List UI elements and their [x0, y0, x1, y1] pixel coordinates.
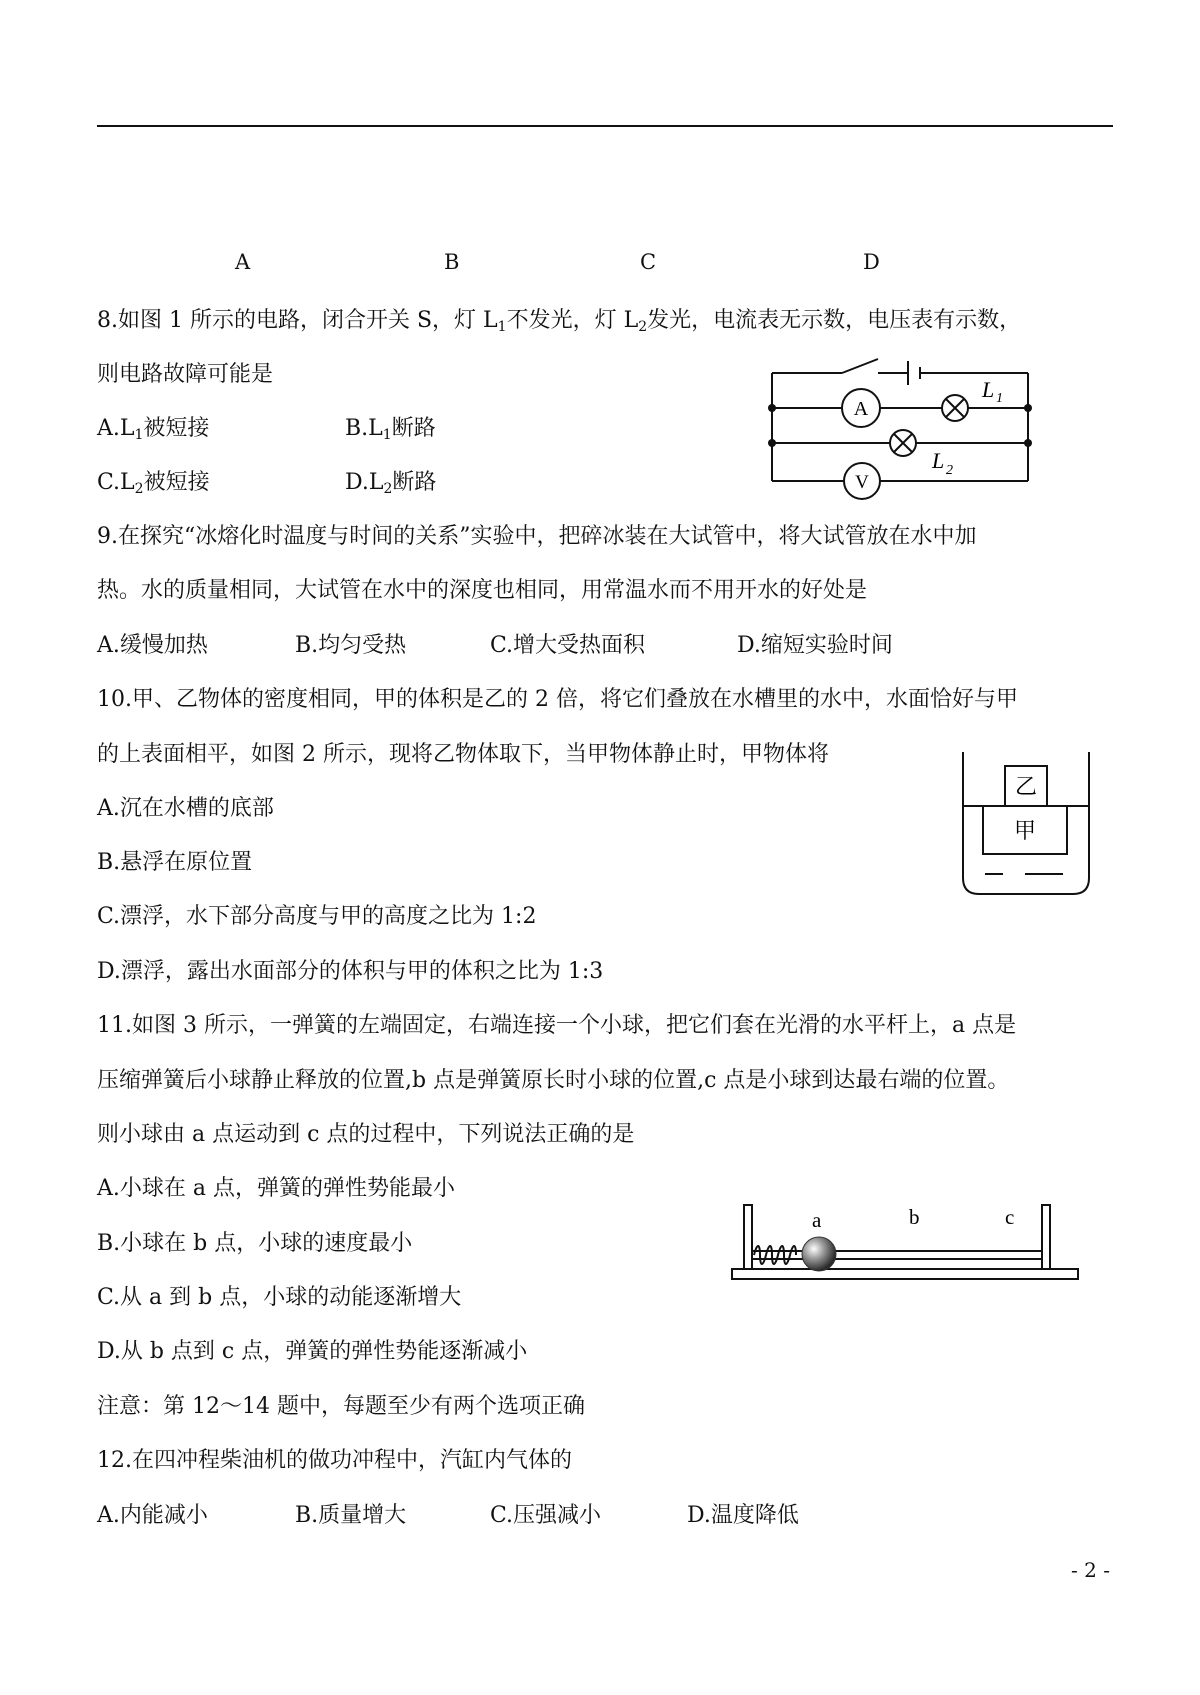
q10-stem-line1: 10.甲、乙物体的密度相同，甲的体积是乙的 2 倍，将它们叠放在水槽里的水中，水面恰好与甲: [97, 687, 1018, 712]
lamp-l1-sub: 1: [996, 391, 1003, 406]
q11-stem-line3: 则小球由 a 点运动到 c 点的过程中，下列说法正确的是: [97, 1122, 635, 1147]
q8-option-c: C.L2被短接: [97, 470, 210, 497]
q11-stem-line2: 压缩弹簧后小球静止释放的位置,b 点是弹簧原长时小球的位置,c 点是小球到达最右端的位置。: [97, 1068, 1010, 1093]
q11-option-b: B.小球在 b 点，小球的速度最小: [97, 1231, 413, 1256]
q11-option-d: D.从 b 点到 c 点，弹簧的弹性势能逐渐减小: [97, 1339, 528, 1364]
multi-answer-note: 注意：第 12～14 题中，每题至少有两个选项正确: [97, 1394, 585, 1419]
q12-option-c: C.压强减小: [490, 1503, 602, 1528]
q8-option-b: B.L1断路: [345, 416, 436, 443]
figure-label-b: B: [444, 250, 460, 274]
base-plate: [732, 1269, 1078, 1279]
right-post: [1042, 1205, 1050, 1269]
point-a-label: a: [812, 1208, 822, 1232]
q9-option-b: B.均匀受热: [295, 633, 407, 658]
circuit-figure: [760, 345, 1040, 500]
q12-option-b: B.质量增大: [295, 1503, 407, 1528]
point-b-label: b: [909, 1205, 920, 1229]
spring-icon: [754, 1246, 796, 1264]
q10-option-c: C.漂浮，水下部分高度与甲的高度之比为 1:2: [97, 904, 537, 929]
block-jia-label: 甲: [1013, 819, 1037, 844]
figure-label-c: C: [640, 250, 657, 274]
point-c-label: c: [1005, 1205, 1015, 1229]
q12-stem: 12.在四冲程柴油机的做功冲程中，汽缸内气体的: [97, 1448, 572, 1473]
header-rule: [97, 125, 1113, 127]
water-tank-figure: [955, 750, 1100, 900]
q10-stem-line2: 的上表面相平，如图 2 所示，现将乙物体取下，当甲物体静止时，甲物体将: [97, 742, 829, 767]
q9-stem-line2: 热。水的质量相同，大试管在水中的深度也相同，用常温水而不用开水的好处是: [97, 578, 868, 603]
q10-option-a: A.沉在水槽的底部: [97, 796, 274, 821]
switch-icon: [842, 359, 878, 373]
left-post: [744, 1205, 752, 1269]
figure-label-d: D: [863, 250, 880, 274]
q8-stem-line1: 8.如图 1 所示的电路，闭合开关 S，灯 L1不发光，灯 L2发光，电流表无示数，电压表有示数，: [97, 308, 1022, 335]
ammeter-label: A: [853, 398, 869, 420]
q12-option-d: D.温度降低: [687, 1503, 799, 1528]
q9-option-d: D.缩短实验时间: [737, 633, 893, 658]
spring-ball-figure: [730, 1195, 1090, 1290]
figure-label-a: A: [235, 250, 251, 274]
q12-option-a: A.内能减小: [97, 1503, 208, 1528]
lamp-l2-label: L: [932, 448, 945, 473]
q11-stem-line1: 11.如图 3 所示，一弹簧的左端固定，右端连接一个小球，把它们套在光滑的水平杆上，a 点是: [97, 1013, 1017, 1038]
q8-option-d: D.L2断路: [345, 470, 437, 497]
q8-option-a: A.L1被短接: [97, 416, 210, 443]
q10-option-d: D.漂浮，露出水面部分的体积与甲的体积之比为 1:3: [97, 959, 604, 984]
block-yi-label: 乙: [1014, 775, 1038, 800]
q10-option-b: B.悬浮在原位置: [97, 850, 253, 875]
q8-stem-line2: 则电路故障可能是: [97, 362, 274, 387]
voltmeter-label: V: [855, 472, 869, 493]
q9-option-c: C.增大受热面积: [490, 633, 646, 658]
q9-stem-line1: 9.在探究“冰熔化时温度与时间的关系”实验中，把碎冰装在大试管中，将大试管放在水中加: [97, 524, 977, 549]
q11-option-c: C.从 a 到 b 点，小球的动能逐渐增大: [97, 1285, 462, 1310]
ball-icon: [802, 1237, 836, 1271]
lamp-l1-label: L: [982, 377, 995, 402]
lamp-l2-sub: 2: [946, 463, 953, 478]
q9-option-a: A.缓慢加热: [97, 633, 208, 658]
page-number: - 2 -: [1071, 1558, 1110, 1582]
q11-option-a: A.小球在 a 点，弹簧的弹性势能最小: [97, 1176, 455, 1201]
